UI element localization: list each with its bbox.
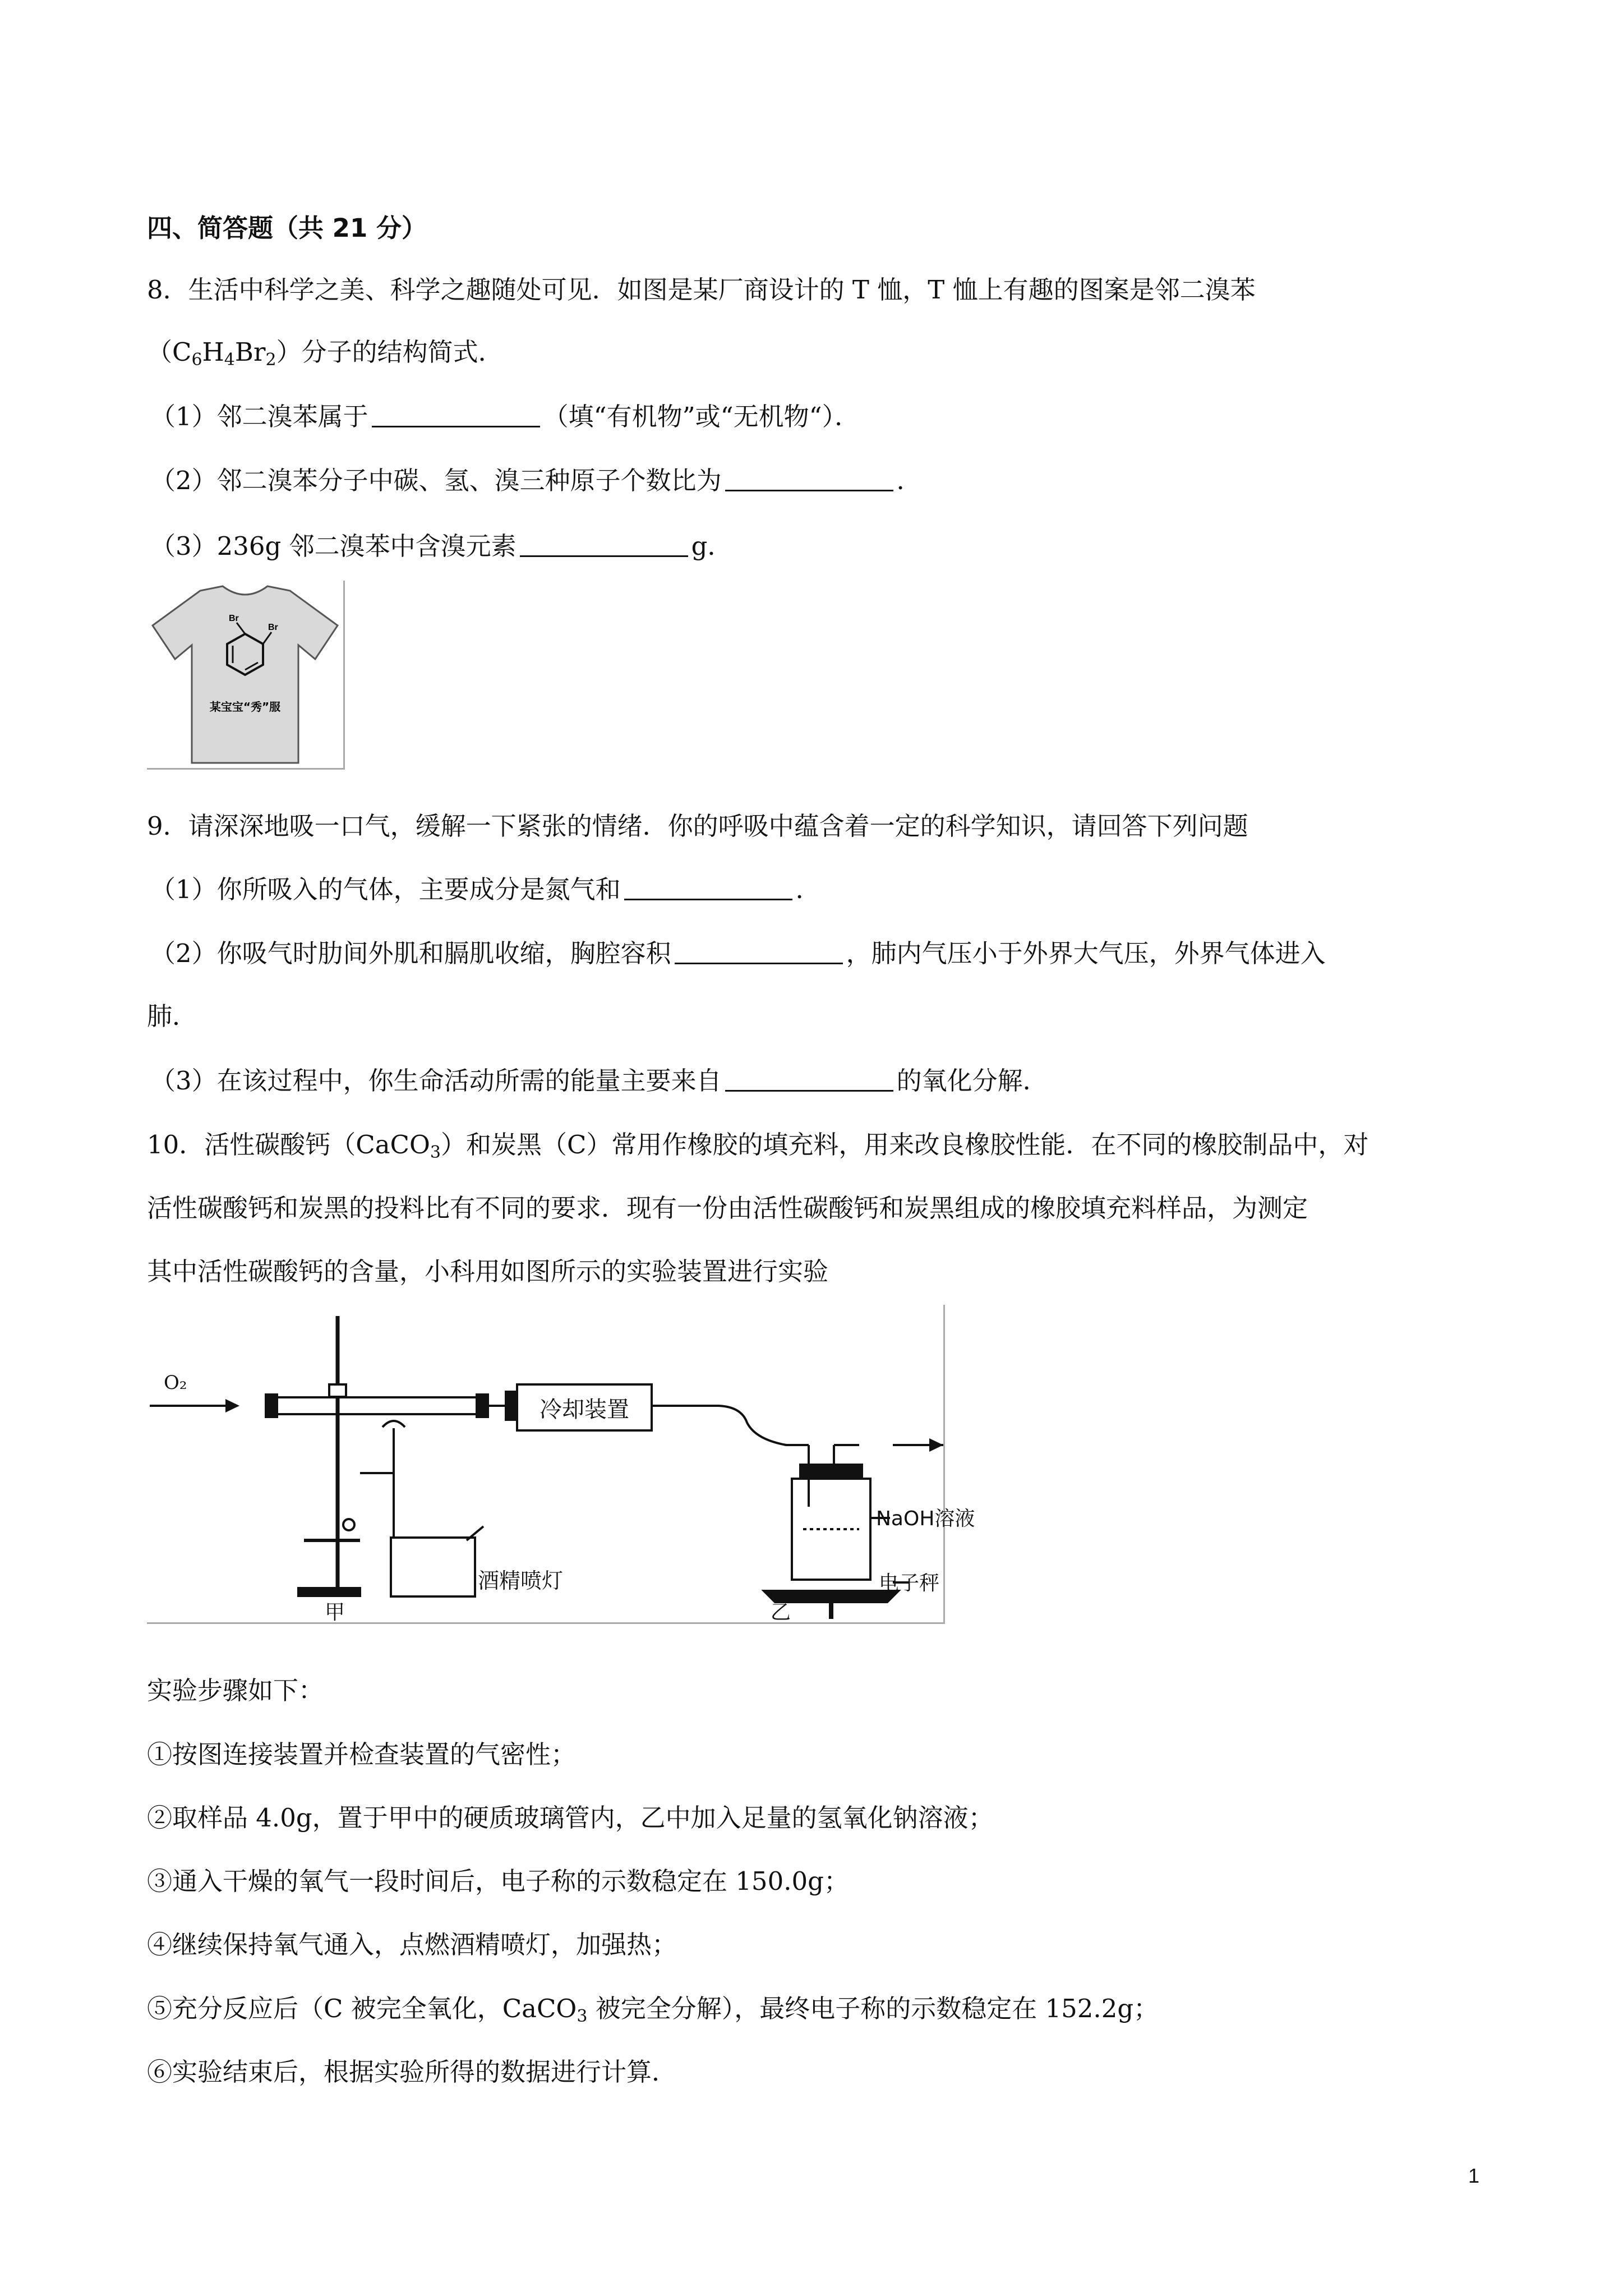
q9-part1 [150,873,821,907]
q9-part2-blank[interactable] [675,940,843,964]
q9-part1-post: ． [795,875,821,904]
tshirt-figure [147,581,345,770]
q10-line1-pre: 10．活性碳酸钙（CaCO [147,1130,430,1159]
yi-label: 乙 [770,1601,791,1624]
q9-part3 [150,1064,1048,1098]
q8-part2 [150,464,922,498]
q8-part3 [150,530,732,563]
q9-part2-pre: （2）你吸气时肋间外肌和膈肌收缩，胸腔容积 [150,938,671,968]
q8-formula-pre: （C [147,337,192,367]
step-5-pre: ⑤充分反应后（C 被完全氧化，CaCO [147,1994,577,2023]
page-number: 1 [1468,2164,1479,2187]
step-6: ⑥实验结束后，根据实验所得的数据进行计算． [147,2057,677,2087]
q10-line1 [147,1128,1368,1170]
q10-line2: 活性碳酸钙和炭黑的投料比有不同的要求．现有一份由活性碳酸钙和炭黑组成的橡胶填充料样品，为测定 [147,1193,1308,1223]
q10-line1-post: ）和炭黑（C）常用作橡胶的填充料，用来改良橡胶性能．在不同的橡胶制品中，对 [440,1130,1369,1159]
q9-stem: 9．请深深地吸一口气，缓解一下紧张的情绪．你的呼吸中蕴含着一定的科学知识，请回答下列问题 [147,811,1248,841]
o2-label: O₂ [164,1372,187,1394]
q8-sub-2: 4 [224,350,235,370]
q9-part2 [150,937,1326,970]
q8-part1-post: （填“有机物”或“无机物“）． [543,402,860,431]
iron-stand-base [298,1588,360,1596]
step-3: ③通入干燥的氧气一段时间后，电子称的示数稳定在 150.0g； [147,1866,849,1896]
q8-sub-1: 6 [191,350,202,370]
section-title: 四、简答题（共 21 分） [147,213,427,243]
q8-stem: 8．生活中科学之美、科学之趣随处可见．如图是某厂商设计的 T 恤，T 恤上有趣的图案是邻二溴苯 [147,275,1256,305]
q10-line3: 其中活性碳酸钙的含量，小科用如图所示的实验装置进行实验 [147,1257,829,1286]
glass-tube [276,1397,478,1414]
q9-part3-post: 的氧化分解． [896,1066,1048,1096]
q9-part3-pre: （3）在该过程中，你生命活动所需的能量主要来自 [150,1066,722,1096]
q8-formula-line [147,335,504,377]
naoh-label: NaOH溶液 [876,1507,975,1530]
q8-part3-pre: （3）236g 邻二溴苯中含溴元素 [150,531,517,561]
alcohol-lamp [391,1538,475,1596]
step-2: ②取样品 4.0g，置于甲中的硬质玻璃管内，乙中加入足量的氢氧化钠溶液； [147,1803,994,1833]
tshirt-illustration [147,581,343,768]
q9-part1-blank[interactable] [624,876,792,900]
jia-label: 甲 [324,1601,345,1624]
cooler-label: 冷却装置 [540,1397,629,1423]
q8-part1-blank[interactable] [372,403,540,427]
step-5-sub: 3 [577,2007,588,2026]
step-4: ④继续保持氧气通入，点燃酒精喷灯，加强热； [147,1930,677,1959]
step-5 [147,1992,1159,2033]
q8-formula-post: ）分子的结构简式． [276,337,504,367]
q9-part2-cont: 肺． [147,1001,198,1031]
q8-part1-pre: （1）邻二溴苯属于 [150,402,368,431]
apparatus-figure [147,1305,975,1624]
q8-formula-br: Br [234,337,266,367]
lamp-label: 酒精喷灯 [478,1568,564,1593]
q8-sub-3: 2 [265,350,276,370]
tshirt-caption: 某宝宝“秀”服 [209,700,281,714]
step-5-post: 被完全分解），最终电子称的示数稳定在 152.2g； [587,1994,1159,2023]
step-1: ①按图连接装置并检查装置的气密性； [147,1740,577,1769]
q8-part2-blank[interactable] [725,467,893,491]
steps-title: 实验步骤如下： [147,1676,324,1705]
electronic-scale [764,1591,898,1602]
br-label-1: Br [229,614,239,623]
q9-part1-pre: （1）你所吸入的气体，主要成分是氮气和 [150,875,621,904]
br-label-2: Br [268,623,278,632]
scale-label: 电子秤 [879,1572,940,1595]
q8-part3-blank[interactable] [520,533,688,557]
q8-part2-pre: （2）邻二溴苯分子中碳、氢、溴三种原子个数比为 [150,466,722,495]
q8-part3-post: g． [691,531,733,561]
q10-line1-sub: 3 [430,1143,441,1162]
apparatus-diagram [147,1305,975,1624]
q9-part2-post: ，肺内气压小于外界大气压，外界气体进入 [846,938,1326,968]
q8-part2-post: ． [896,466,922,495]
q8-formula-h: H [202,337,224,367]
q8-part1 [150,400,860,434]
q9-part3-blank[interactable] [725,1068,893,1092]
